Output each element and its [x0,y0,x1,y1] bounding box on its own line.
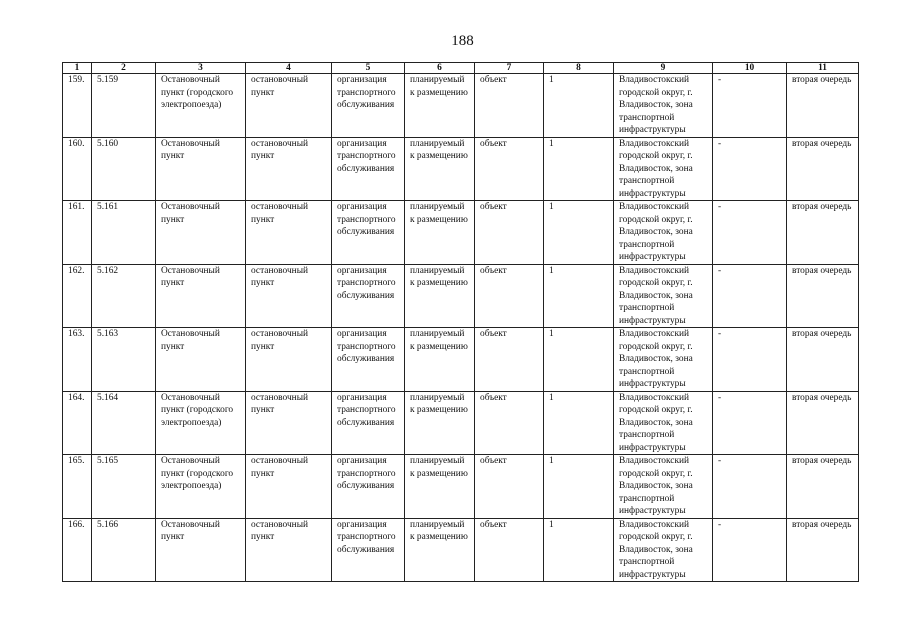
object-code: 5.166 [92,518,156,582]
table-row [63,328,859,392]
object-type: остановочный пункт [246,328,332,392]
column-header: 9 [614,63,713,74]
row-number: 166. [63,518,92,582]
object-location: Владивостокский городской округ, г. Владивосток, зона транспортной инфраструктуры [614,455,713,519]
object-type: остановочный пункт [246,137,332,201]
implementation-stage: вторая очередь [787,74,859,138]
row-number: 162. [63,264,92,328]
object-kind: объект [475,391,544,455]
object-name: Остановочный пункт [156,518,246,582]
column-header: 7 [475,63,544,74]
column-10-value: - [713,328,787,392]
column-header: 8 [544,63,614,74]
object-location: Владивостокский городской округ, г. Владивосток, зона транспортной инфраструктуры [614,518,713,582]
row-number: 161. [63,201,92,265]
object-kind: объект [475,455,544,519]
column-10-value: - [713,74,787,138]
column-header: 4 [246,63,332,74]
object-name: Остановочный пункт [156,264,246,328]
column-10-value: - [713,201,787,265]
object-type: остановочный пункт [246,264,332,328]
object-location: Владивостокский городской округ, г. Владивосток, зона транспортной инфраструктуры [614,201,713,265]
column-header: 2 [92,63,156,74]
object-purpose: организация транспортного обслуживания [332,137,405,201]
object-purpose: организация транспортного обслуживания [332,328,405,392]
object-quantity: 1 [544,201,614,265]
object-name: Остановочный пункт (городского электропоезда) [156,391,246,455]
object-name: Остановочный пункт (городского электропоезда) [156,455,246,519]
page-number: 188 [451,33,474,49]
object-location: Владивостокский городской округ, г. Владивосток, зона транспортной инфраструктуры [614,391,713,455]
object-purpose: организация транспортного обслуживания [332,391,405,455]
object-status: планируемый к размещению [405,137,475,201]
object-type: остановочный пункт [246,74,332,138]
row-number: 164. [63,391,92,455]
object-status: планируемый к размещению [405,455,475,519]
object-status: планируемый к размещению [405,391,475,455]
object-location: Владивостокский городской округ, г. Владивосток, зона транспортной инфраструктуры [614,328,713,392]
object-location: Владивостокский городской округ, г. Владивосток, зона транспортной инфраструктуры [614,264,713,328]
object-code: 5.163 [92,328,156,392]
implementation-stage: вторая очередь [787,391,859,455]
object-kind: объект [475,264,544,328]
column-10-value: - [713,137,787,201]
object-location: Владивостокский городской округ, г. Владивосток, зона транспортной инфраструктуры [614,74,713,138]
table-row [63,518,859,582]
table-header-row [63,63,859,74]
object-kind: объект [475,201,544,265]
table-row [63,137,859,201]
object-quantity: 1 [544,455,614,519]
row-number: 160. [63,137,92,201]
object-name: Остановочный пункт [156,328,246,392]
implementation-stage: вторая очередь [787,328,859,392]
object-code: 5.161 [92,201,156,265]
object-location: Владивостокский городской округ, г. Владивосток, зона транспортной инфраструктуры [614,137,713,201]
implementation-stage: вторая очередь [787,201,859,265]
object-quantity: 1 [544,518,614,582]
implementation-stage: вторая очередь [787,137,859,201]
table-row [63,264,859,328]
object-type: остановочный пункт [246,518,332,582]
column-header: 3 [156,63,246,74]
object-kind: объект [475,74,544,138]
column-10-value: - [713,391,787,455]
table-row [63,455,859,519]
object-kind: объект [475,137,544,201]
column-header: 1 [63,63,92,74]
object-name: Остановочный пункт (городского электропоезда) [156,74,246,138]
column-header: 10 [713,63,787,74]
object-kind: объект [475,518,544,582]
table-row [63,391,859,455]
object-type: остановочный пункт [246,391,332,455]
column-10-value: - [713,518,787,582]
registry-table [62,62,859,582]
object-name: Остановочный пункт [156,137,246,201]
object-type: остановочный пункт [246,455,332,519]
column-header: 11 [787,63,859,74]
implementation-stage: вторая очередь [787,455,859,519]
object-kind: объект [475,328,544,392]
object-status: планируемый к размещению [405,201,475,265]
column-10-value: - [713,455,787,519]
row-number: 163. [63,328,92,392]
object-quantity: 1 [544,137,614,201]
table-row [63,201,859,265]
object-type: остановочный пункт [246,201,332,265]
object-purpose: организация транспортного обслуживания [332,74,405,138]
object-status: планируемый к размещению [405,74,475,138]
column-header: 6 [405,63,475,74]
object-code: 5.165 [92,455,156,519]
object-purpose: организация транспортного обслуживания [332,455,405,519]
object-status: планируемый к размещению [405,264,475,328]
object-code: 5.160 [92,137,156,201]
object-code: 5.159 [92,74,156,138]
object-status: планируемый к размещению [405,518,475,582]
object-quantity: 1 [544,74,614,138]
object-name: Остановочный пункт [156,201,246,265]
object-code: 5.162 [92,264,156,328]
object-status: планируемый к размещению [405,328,475,392]
column-10-value: - [713,264,787,328]
object-purpose: организация транспортного обслуживания [332,264,405,328]
row-number: 159. [63,74,92,138]
column-header: 5 [332,63,405,74]
implementation-stage: вторая очередь [787,518,859,582]
table-row [63,74,859,138]
object-quantity: 1 [544,328,614,392]
object-quantity: 1 [544,391,614,455]
object-quantity: 1 [544,264,614,328]
object-code: 5.164 [92,391,156,455]
implementation-stage: вторая очередь [787,264,859,328]
object-purpose: организация транспортного обслуживания [332,518,405,582]
row-number: 165. [63,455,92,519]
object-purpose: организация транспортного обслуживания [332,201,405,265]
